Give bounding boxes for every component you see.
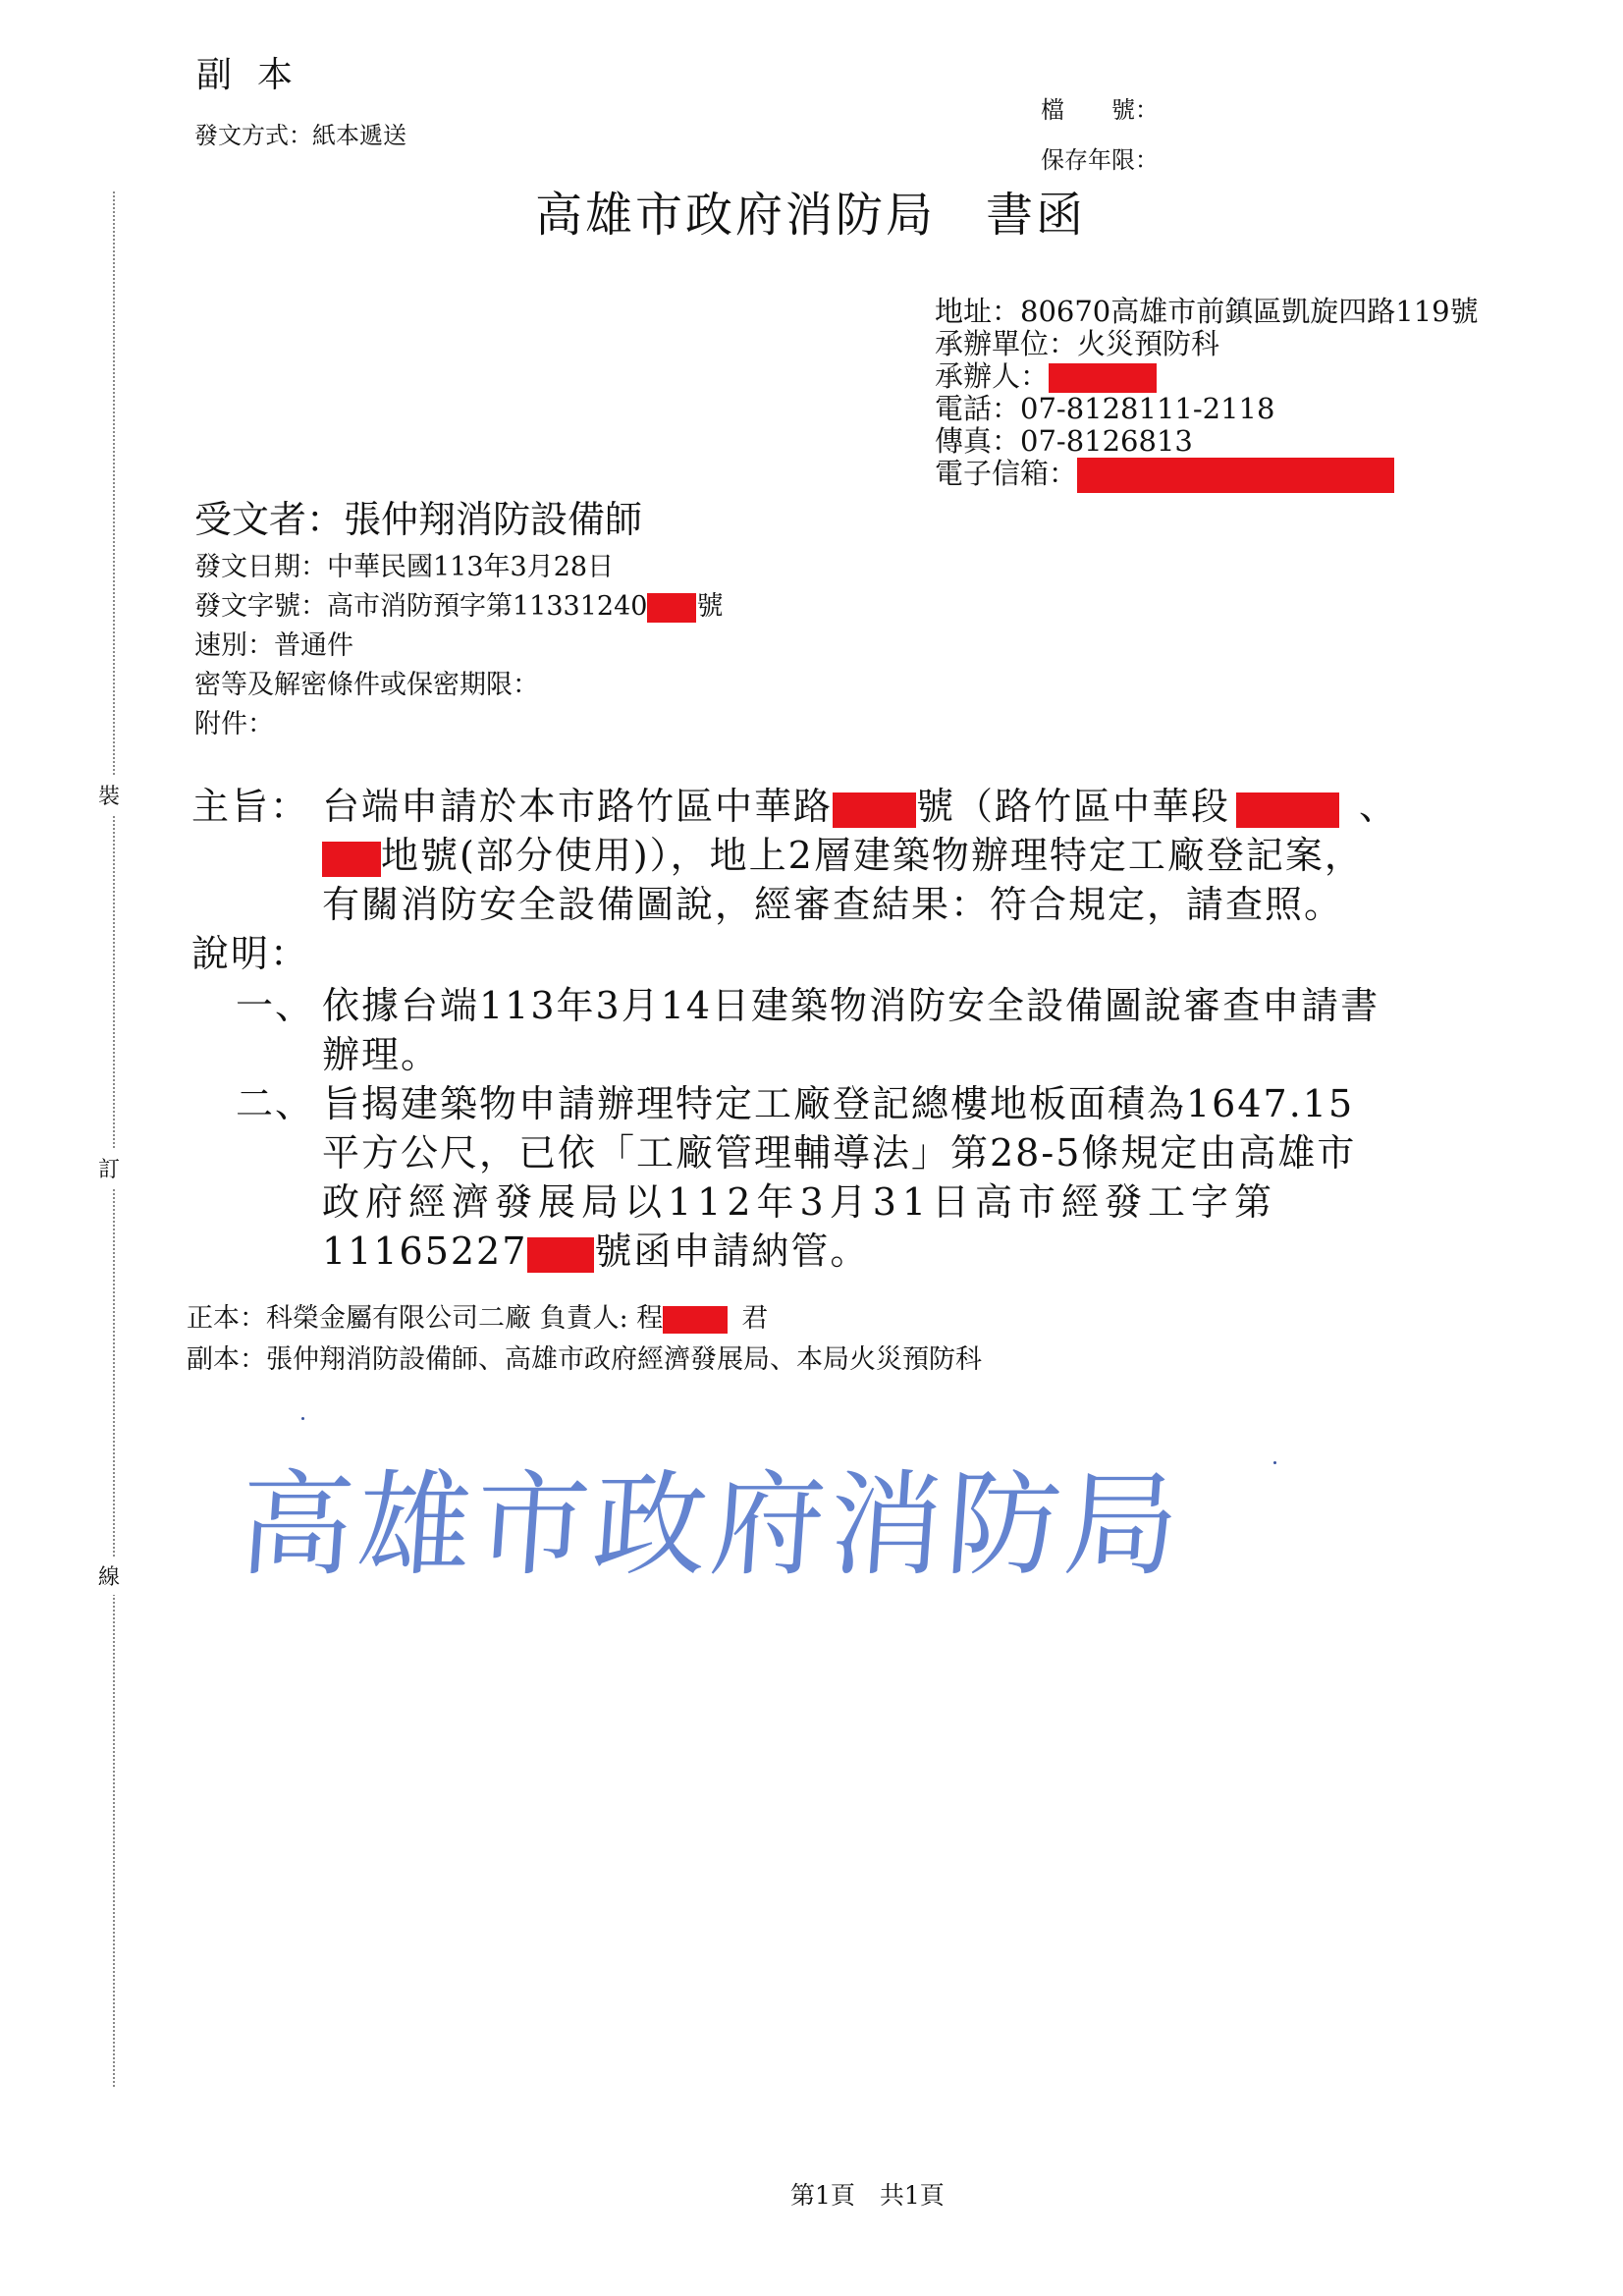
recipient: 受文者：張仲翔消防設備師 [194, 498, 643, 541]
binding-mark-zhuang: 裝 [98, 776, 120, 814]
binding-mark-ding: 訂 [98, 1149, 120, 1187]
subject-text: 地號(部分使用)），地上2層建築物辦理特定工廠登記案， [381, 834, 1364, 877]
explanation-item-2-line-2: 平方公尺，已依「工廠管理輔導法」第28-5條規定由高雄市 [322, 1131, 1357, 1175]
delivery-speed: 速別：普通件 [194, 630, 353, 661]
fax: 傳真：07-8126813 [935, 424, 1193, 458]
subject-text: 、 [1359, 785, 1399, 828]
subject-text: 台端申請於本市路竹區中華路 [322, 785, 834, 828]
subject-text: 號（路竹區中華段 [916, 785, 1231, 828]
secrecy-level: 密等及解密條件或保密期限： [194, 670, 539, 700]
retention-period-label: 保存年限： [1041, 146, 1159, 174]
handler-label: 承辦人： [935, 359, 1050, 393]
file-number-label: 檔 號： [1041, 96, 1159, 124]
document-number-suffix: 號 [696, 591, 724, 622]
redaction-block [663, 1306, 728, 1334]
explanation-item-2-number: 二、 [236, 1082, 315, 1125]
redaction-block [322, 842, 381, 877]
page-number: 第1頁 共1頁 [790, 2181, 945, 2210]
official-seal-stamp: 高雄市政府消防局 [235, 1459, 1188, 1592]
subject-label: 主旨： [191, 785, 310, 828]
binding-line [113, 191, 115, 2087]
redaction-block [527, 1237, 594, 1273]
original-recipient [187, 1296, 768, 1335]
explanation-item-2-line-1: 旨揭建築物申請辦理特定工廠登記總樓地板面積為1647.15 [322, 1082, 1355, 1125]
issue-date: 發文日期：中華民國113年3月28日 [194, 552, 615, 582]
explanation-text: 號函申請納管。 [594, 1230, 870, 1273]
document-number-prefix: 發文字號：高市消防預字第11331240 [194, 591, 648, 622]
explanation-item-1-line-1: 依據台端113年3月14日建築物消防安全設備圖說審查申請書 [322, 984, 1380, 1027]
send-method: 發文方式：紙本遞送 [194, 122, 406, 149]
explanation-item-2-line-3: 政府經濟發展局以112年3月31日高市經發工字第 [322, 1180, 1278, 1224]
copy-recipients: 副本：張仲翔消防設備師、高雄市政府經濟發展局、本局火災預防科 [187, 1344, 982, 1375]
original-recipient-text: 君 [741, 1303, 769, 1334]
explanation-label: 說明： [191, 932, 310, 975]
document-title: 高雄市政府消防局 書函 [535, 188, 1087, 243]
subject-line-3: 有關消防安全設備圖說，經審查結果：符合規定，請查照。 [322, 883, 1344, 926]
redaction-block [1236, 793, 1339, 828]
explanation-item-1-number: 一、 [236, 984, 315, 1027]
redaction-block [833, 793, 916, 828]
explanation-item-1-line-2: 辦理。 [322, 1033, 441, 1076]
email [935, 452, 1394, 493]
handling-unit: 承辦單位：火災預防科 [935, 327, 1220, 360]
redaction-block [647, 593, 696, 623]
subject-line-2 [322, 825, 1364, 879]
sender-address: 地址：80670高雄市前鎮區凱旋四路119號 [935, 295, 1479, 328]
copy-mark: 副本 [196, 55, 319, 95]
email-label: 電子信箱： [935, 457, 1078, 490]
redaction-block [1077, 458, 1394, 493]
attachments: 附件： [194, 709, 274, 739]
explanation-text: 11165227 [322, 1230, 528, 1273]
explanation-item-2-line-4 [322, 1221, 869, 1275]
subject-line-1 [322, 776, 1398, 830]
phone: 電話：07-8128111-2118 [935, 392, 1275, 425]
document-number [194, 584, 723, 623]
original-recipient-text: 正本：科榮金屬有限公司二廠 負責人: 程 [187, 1303, 664, 1334]
binding-mark-xian: 線 [98, 1557, 120, 1595]
